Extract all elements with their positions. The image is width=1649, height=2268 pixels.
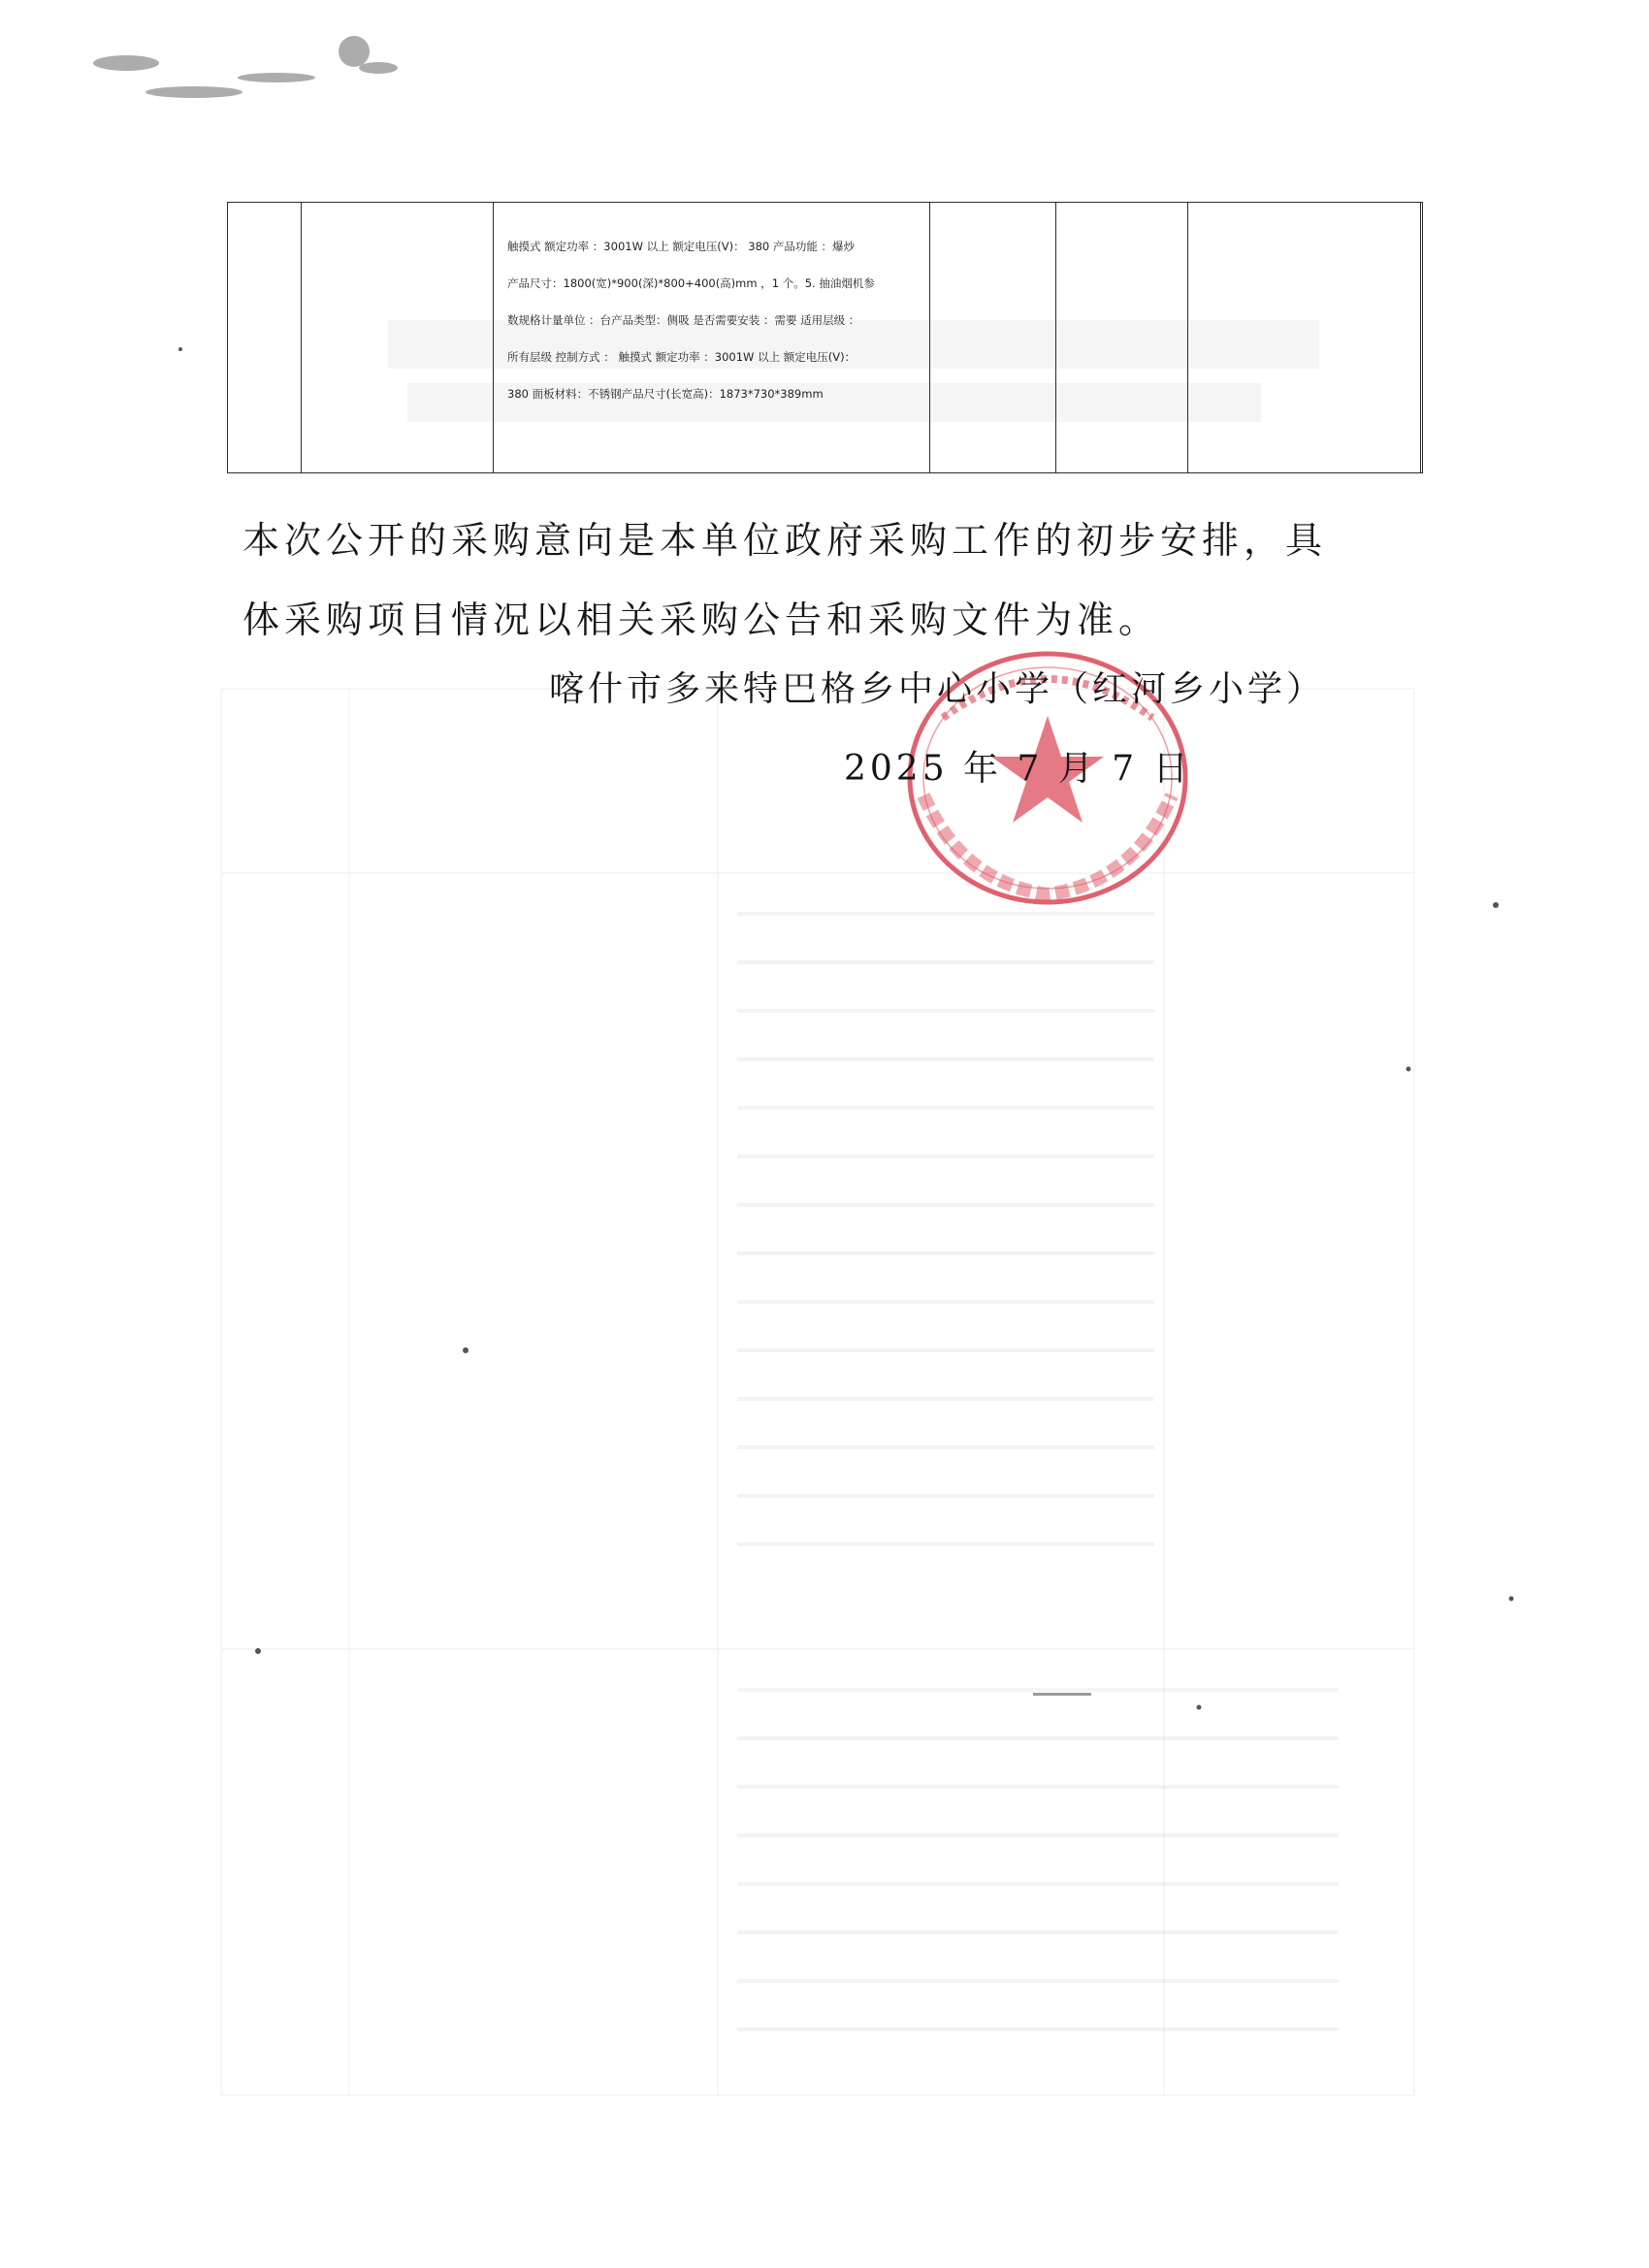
spec-line: 数规格计量单位 ：台产品类型：侧吸 是否需要安装 ：需要 适用层级 ：	[507, 313, 860, 327]
spec-line: 所有层级 控制方式 ： 触摸式 额定功率 ：3001W 以上 额定电压(V)：	[507, 350, 857, 364]
document-date: 2025 年 7 月 7 日	[844, 749, 1192, 789]
scan-smudge	[87, 24, 407, 121]
table-cell-index	[228, 203, 302, 473]
spec-line: 380 面板材料：不锈钢产品尺寸(长宽高)：1873*730*389mm	[507, 387, 824, 401]
table-cell-remarks	[1188, 203, 1421, 473]
spec-line: 触摸式 额定功率 ：3001W 以上 额定电压(V)： 380 产品功能 ：爆炒	[507, 240, 856, 253]
table-cell-edge	[1421, 203, 1423, 473]
table-cell-time	[1056, 203, 1188, 473]
table-cell-project-name	[302, 203, 494, 473]
table-cell-budget	[930, 203, 1056, 473]
procurement-table-continuation	[227, 202, 1422, 473]
notice-paragraph	[242, 501, 1387, 660]
table-cell-requirements	[494, 203, 930, 473]
spec-line: 产品尺寸：1800(宽)*900(深)*800+400(高)mm ，1 个。5. 抽油烟机参	[507, 276, 875, 290]
organization-name: 喀什市多来特巴格乡中心小学（红河乡小学）	[549, 669, 1326, 709]
notice-line: 体采购项目情况以相关采购公告和采购文件为准。	[242, 599, 1161, 641]
notice-line: 本次公开的采购意向是本单位政府采购工作的初步安排，具	[242, 519, 1328, 562]
